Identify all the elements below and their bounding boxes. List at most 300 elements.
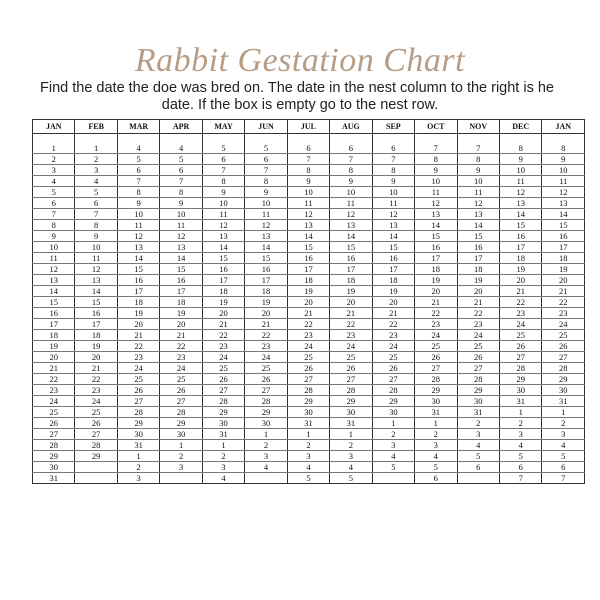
table-cell: 9: [160, 198, 202, 209]
table-cell: 19: [287, 286, 329, 297]
table-cell: 9: [287, 176, 329, 187]
table-cell: 24: [33, 396, 75, 407]
table-cell: 13: [245, 231, 287, 242]
table-cell: 26: [415, 352, 457, 363]
table-cell: 22: [415, 308, 457, 319]
table-cell: 23: [542, 308, 585, 319]
table-cell: 17: [542, 242, 585, 253]
table-row: [33, 462, 585, 473]
table-cell: 31: [330, 418, 372, 429]
table-cell: 17: [499, 242, 541, 253]
table-cell: 19: [499, 264, 541, 275]
table-cell: 14: [160, 253, 202, 264]
table-cell: 17: [415, 253, 457, 264]
table-cell: 20: [499, 275, 541, 286]
table-cell: 15: [372, 242, 414, 253]
table-cell: 20: [202, 308, 244, 319]
table-row: [33, 418, 585, 429]
table-cell: 10: [542, 165, 585, 176]
table-cell: 27: [287, 374, 329, 385]
spacer-cell: [287, 134, 329, 144]
table-cell: 19: [33, 341, 75, 352]
table-cell: 29: [415, 385, 457, 396]
table-cell: 4: [415, 451, 457, 462]
table-cell: [75, 462, 117, 473]
table-cell: 27: [33, 429, 75, 440]
table-cell: 28: [372, 385, 414, 396]
table-cell: 24: [415, 330, 457, 341]
table-row: [33, 220, 585, 231]
table-cell: 28: [457, 374, 499, 385]
table-cell: 8: [202, 176, 244, 187]
table-cell: 7: [117, 176, 159, 187]
table-cell: 28: [75, 440, 117, 451]
table-cell: 22: [287, 319, 329, 330]
spacer-cell: [372, 134, 414, 144]
table-cell: 13: [330, 220, 372, 231]
table-cell: 16: [330, 253, 372, 264]
table-cell: 13: [499, 198, 541, 209]
table-cell: 7: [160, 176, 202, 187]
table-cell: 25: [160, 374, 202, 385]
table-cell: 5: [330, 473, 372, 484]
table-cell: 18: [117, 297, 159, 308]
table-cell: 16: [202, 264, 244, 275]
table-cell: 11: [245, 209, 287, 220]
table-cell: 28: [33, 440, 75, 451]
table-cell: 23: [499, 308, 541, 319]
table-cell: 5: [542, 451, 585, 462]
table-cell: 27: [415, 363, 457, 374]
table-cell: 20: [372, 297, 414, 308]
table-cell: 23: [160, 352, 202, 363]
table-cell: 2: [160, 451, 202, 462]
table-cell: 24: [457, 330, 499, 341]
table-cell: 4: [542, 440, 585, 451]
table-cell: 20: [457, 286, 499, 297]
table-cell: 11: [457, 187, 499, 198]
table-cell: 27: [75, 429, 117, 440]
column-header: DEC: [499, 120, 541, 134]
table-cell: 5: [415, 462, 457, 473]
table-cell: 14: [330, 231, 372, 242]
table-cell: 21: [415, 297, 457, 308]
table-cell: 4: [75, 176, 117, 187]
table-cell: 1: [33, 143, 75, 154]
table-cell: 14: [415, 220, 457, 231]
table-cell: 10: [33, 242, 75, 253]
table-cell: 6: [415, 473, 457, 484]
table-cell: 21: [542, 286, 585, 297]
table-cell: 20: [415, 286, 457, 297]
table-cell: 2: [415, 429, 457, 440]
table-cell: 6: [75, 198, 117, 209]
table-cell: 9: [415, 165, 457, 176]
table-cell: 7: [245, 165, 287, 176]
table-cell: 17: [33, 319, 75, 330]
table-cell: 1: [245, 429, 287, 440]
spacer-cell: [117, 134, 159, 144]
table-cell: 25: [372, 352, 414, 363]
table-cell: 27: [160, 396, 202, 407]
table-cell: 20: [245, 308, 287, 319]
table-cell: 3: [287, 451, 329, 462]
table-cell: 31: [457, 407, 499, 418]
table-cell: 29: [33, 451, 75, 462]
table-cell: 8: [160, 187, 202, 198]
table-cell: 5: [202, 143, 244, 154]
table-cell: 11: [372, 198, 414, 209]
table-cell: 5: [287, 473, 329, 484]
table-cell: [457, 473, 499, 484]
table-cell: 2: [75, 154, 117, 165]
table-cell: 10: [245, 198, 287, 209]
table-cell: 7: [287, 154, 329, 165]
table-cell: 13: [202, 231, 244, 242]
table-cell: 14: [245, 242, 287, 253]
gestation-chart: [32, 119, 585, 484]
table-cell: 29: [372, 396, 414, 407]
table-cell: 5: [75, 187, 117, 198]
table-cell: 27: [330, 374, 372, 385]
table-cell: 14: [372, 231, 414, 242]
table-cell: 25: [245, 363, 287, 374]
table-cell: 7: [75, 209, 117, 220]
table-cell: 18: [372, 275, 414, 286]
table-cell: 28: [160, 407, 202, 418]
table-cell: 17: [75, 319, 117, 330]
table-cell: 13: [542, 198, 585, 209]
table-cell: 19: [372, 286, 414, 297]
column-header: AUG: [330, 120, 372, 134]
table-cell: 1: [499, 407, 541, 418]
table-cell: 24: [202, 352, 244, 363]
table-row: [33, 253, 585, 264]
table-cell: 18: [33, 330, 75, 341]
table-cell: 25: [499, 330, 541, 341]
table-cell: 26: [287, 363, 329, 374]
table-cell: 15: [75, 297, 117, 308]
table-cell: 16: [75, 308, 117, 319]
table-cell: 29: [75, 451, 117, 462]
table-cell: 29: [457, 385, 499, 396]
table-cell: 12: [415, 198, 457, 209]
table-cell: 21: [75, 363, 117, 374]
table-cell: 1: [287, 429, 329, 440]
table-cell: 22: [542, 297, 585, 308]
table-cell: 11: [202, 209, 244, 220]
table-row: [33, 429, 585, 440]
table-cell: 21: [33, 363, 75, 374]
table-cell: 23: [245, 341, 287, 352]
table-cell: 30: [415, 396, 457, 407]
table-cell: 4: [287, 462, 329, 473]
spacer-cell: [542, 134, 585, 144]
table-cell: 15: [202, 253, 244, 264]
table-cell: 5: [117, 154, 159, 165]
table-row: [33, 187, 585, 198]
table-cell: 12: [499, 187, 541, 198]
table-cell: 1: [372, 418, 414, 429]
table-cell: 8: [499, 143, 541, 154]
table-cell: 3: [330, 451, 372, 462]
table-cell: 18: [457, 264, 499, 275]
table-cell: 20: [75, 352, 117, 363]
table-row: [33, 319, 585, 330]
column-header: NOV: [457, 120, 499, 134]
table-cell: 26: [542, 341, 585, 352]
table-cell: 25: [457, 341, 499, 352]
table-cell: 7: [542, 473, 585, 484]
table-cell: 16: [287, 253, 329, 264]
table-cell: 23: [372, 330, 414, 341]
table-cell: 3: [542, 429, 585, 440]
table-cell: 5: [33, 187, 75, 198]
table-cell: 3: [415, 440, 457, 451]
table-row: [33, 341, 585, 352]
table-cell: 17: [160, 286, 202, 297]
column-header: OCT: [415, 120, 457, 134]
table-cell: 11: [542, 176, 585, 187]
table-cell: 15: [287, 242, 329, 253]
table-row: [33, 264, 585, 275]
table-cell: 28: [245, 396, 287, 407]
table-cell: 30: [117, 429, 159, 440]
table-cell: 14: [117, 253, 159, 264]
table-cell: 12: [160, 231, 202, 242]
table-cell: 31: [33, 473, 75, 484]
table-cell: 19: [245, 297, 287, 308]
table-cell: 23: [287, 330, 329, 341]
table-cell: 10: [415, 176, 457, 187]
table-cell: 23: [457, 319, 499, 330]
table-cell: 12: [117, 231, 159, 242]
table-cell: [160, 473, 202, 484]
table-cell: 9: [245, 187, 287, 198]
table-cell: 12: [245, 220, 287, 231]
table-cell: 31: [415, 407, 457, 418]
column-header: JUN: [245, 120, 287, 134]
table-cell: 26: [117, 385, 159, 396]
table-cell: 8: [330, 165, 372, 176]
table-cell: 29: [330, 396, 372, 407]
table-cell: 10: [372, 187, 414, 198]
table-cell: 26: [160, 385, 202, 396]
table-cell: 22: [372, 319, 414, 330]
table-cell: 6: [330, 143, 372, 154]
table-cell: 30: [287, 407, 329, 418]
spacer-cell: [202, 134, 244, 144]
table-cell: 28: [542, 363, 585, 374]
table-cell: 8: [33, 220, 75, 231]
table-cell: 15: [33, 297, 75, 308]
table-row: [33, 176, 585, 187]
table-cell: 10: [75, 242, 117, 253]
table-cell: 14: [457, 220, 499, 231]
table-cell: 19: [202, 297, 244, 308]
table-cell: 7: [202, 165, 244, 176]
table-cell: 17: [457, 253, 499, 264]
table-cell: 17: [287, 264, 329, 275]
table-cell: 23: [202, 341, 244, 352]
table-cell: 1: [117, 451, 159, 462]
table-cell: 22: [75, 374, 117, 385]
table-cell: 6: [542, 462, 585, 473]
table-cell: 3: [245, 451, 287, 462]
table-cell: 16: [33, 308, 75, 319]
table-cell: 13: [33, 275, 75, 286]
table-cell: 10: [117, 209, 159, 220]
table-cell: 29: [287, 396, 329, 407]
table-cell: 14: [542, 209, 585, 220]
table-cell: 24: [287, 341, 329, 352]
table-cell: 2: [202, 451, 244, 462]
table-cell: 21: [117, 330, 159, 341]
table-cell: 28: [117, 407, 159, 418]
table-row: [33, 440, 585, 451]
table-cell: 30: [372, 407, 414, 418]
table-cell: 15: [457, 231, 499, 242]
table-cell: 25: [75, 407, 117, 418]
table-cell: 29: [499, 374, 541, 385]
column-header: SEP: [372, 120, 414, 134]
table-cell: 14: [75, 286, 117, 297]
table-cell: 12: [287, 209, 329, 220]
table-cell: 29: [202, 407, 244, 418]
spacer-cell: [499, 134, 541, 144]
table-cell: 16: [117, 275, 159, 286]
table-cell: 17: [330, 264, 372, 275]
table-cell: 12: [372, 209, 414, 220]
table-cell: 16: [245, 264, 287, 275]
table-cell: 29: [245, 407, 287, 418]
table-cell: 15: [160, 264, 202, 275]
table-cell: 9: [75, 231, 117, 242]
table-cell: 17: [245, 275, 287, 286]
table-cell: 25: [542, 330, 585, 341]
table-cell: [372, 473, 414, 484]
table-cell: 19: [117, 308, 159, 319]
table-cell: 8: [457, 154, 499, 165]
table-cell: 25: [117, 374, 159, 385]
table-cell: 31: [202, 429, 244, 440]
table-row: [33, 374, 585, 385]
table-cell: 1: [202, 440, 244, 451]
table-cell: 25: [415, 341, 457, 352]
table-cell: 15: [330, 242, 372, 253]
table-cell: 9: [499, 154, 541, 165]
table-cell: 29: [542, 374, 585, 385]
table-cell: 4: [372, 451, 414, 462]
table-cell: 7: [33, 209, 75, 220]
table-header-row: [33, 120, 585, 134]
table-cell: 8: [415, 154, 457, 165]
table-cell: 9: [372, 176, 414, 187]
table-cell: 6: [117, 165, 159, 176]
table-cell: 8: [372, 165, 414, 176]
table-cell: 17: [117, 286, 159, 297]
table-row: [33, 385, 585, 396]
table-cell: 28: [202, 396, 244, 407]
page-title: Rabbit Gestation Chart: [134, 42, 466, 79]
table-cell: 1: [330, 429, 372, 440]
table-cell: 4: [457, 440, 499, 451]
column-header: MAY: [202, 120, 244, 134]
table-cell: 3: [160, 462, 202, 473]
table-cell: 8: [542, 143, 585, 154]
table-cell: 22: [457, 308, 499, 319]
table-cell: 22: [117, 341, 159, 352]
table-cell: 20: [33, 352, 75, 363]
table-cell: 22: [202, 330, 244, 341]
table-row: [33, 231, 585, 242]
spacer-cell: [415, 134, 457, 144]
table-cell: 18: [202, 286, 244, 297]
instructions-text: [0, 80, 600, 116]
table-cell: 26: [457, 352, 499, 363]
table-cell: 12: [33, 264, 75, 275]
table-cell: 28: [499, 363, 541, 374]
table-row: [33, 352, 585, 363]
table-cell: 30: [160, 429, 202, 440]
table-cell: 15: [245, 253, 287, 264]
table-cell: 21: [499, 286, 541, 297]
table-cell: 13: [75, 275, 117, 286]
table-cell: 25: [287, 352, 329, 363]
table-cell: 27: [117, 396, 159, 407]
table-cell: 4: [117, 143, 159, 154]
table-cell: 24: [75, 396, 117, 407]
table-cell: 5: [372, 462, 414, 473]
table-cell: 18: [287, 275, 329, 286]
table-cell: 7: [372, 154, 414, 165]
table-cell: 6: [499, 462, 541, 473]
table-cell: 11: [415, 187, 457, 198]
instructions-line-1: Find the date the doe was bred on. The date in the nest column to the right is he: [39, 80, 554, 96]
table-cell: 4: [33, 176, 75, 187]
spacer-cell: [160, 134, 202, 144]
table-cell: 11: [499, 176, 541, 187]
table-cell: 4: [499, 440, 541, 451]
table-cell: 13: [415, 209, 457, 220]
table-cell: 18: [415, 264, 457, 275]
table-cell: 31: [542, 396, 585, 407]
table-cell: 17: [202, 275, 244, 286]
table-row: [33, 330, 585, 341]
table-cell: 2: [245, 440, 287, 451]
table-row: [33, 308, 585, 319]
table-cell: 4: [245, 462, 287, 473]
table-row: [33, 154, 585, 165]
table-cell: 12: [457, 198, 499, 209]
table-cell: 22: [499, 297, 541, 308]
table-cell: 2: [542, 418, 585, 429]
table-cell: 11: [160, 220, 202, 231]
table-cell: 3: [499, 429, 541, 440]
table-cell: 19: [457, 275, 499, 286]
table-cell: 24: [117, 363, 159, 374]
table-cell: 25: [330, 352, 372, 363]
table-cell: 11: [117, 220, 159, 231]
table-cell: 12: [202, 220, 244, 231]
table-cell: 26: [372, 363, 414, 374]
table-cell: 26: [245, 374, 287, 385]
table-cell: 10: [457, 176, 499, 187]
table-cell: 18: [542, 253, 585, 264]
table-cell: 10: [160, 209, 202, 220]
table-row: [33, 473, 585, 484]
column-header: MAR: [117, 120, 159, 134]
